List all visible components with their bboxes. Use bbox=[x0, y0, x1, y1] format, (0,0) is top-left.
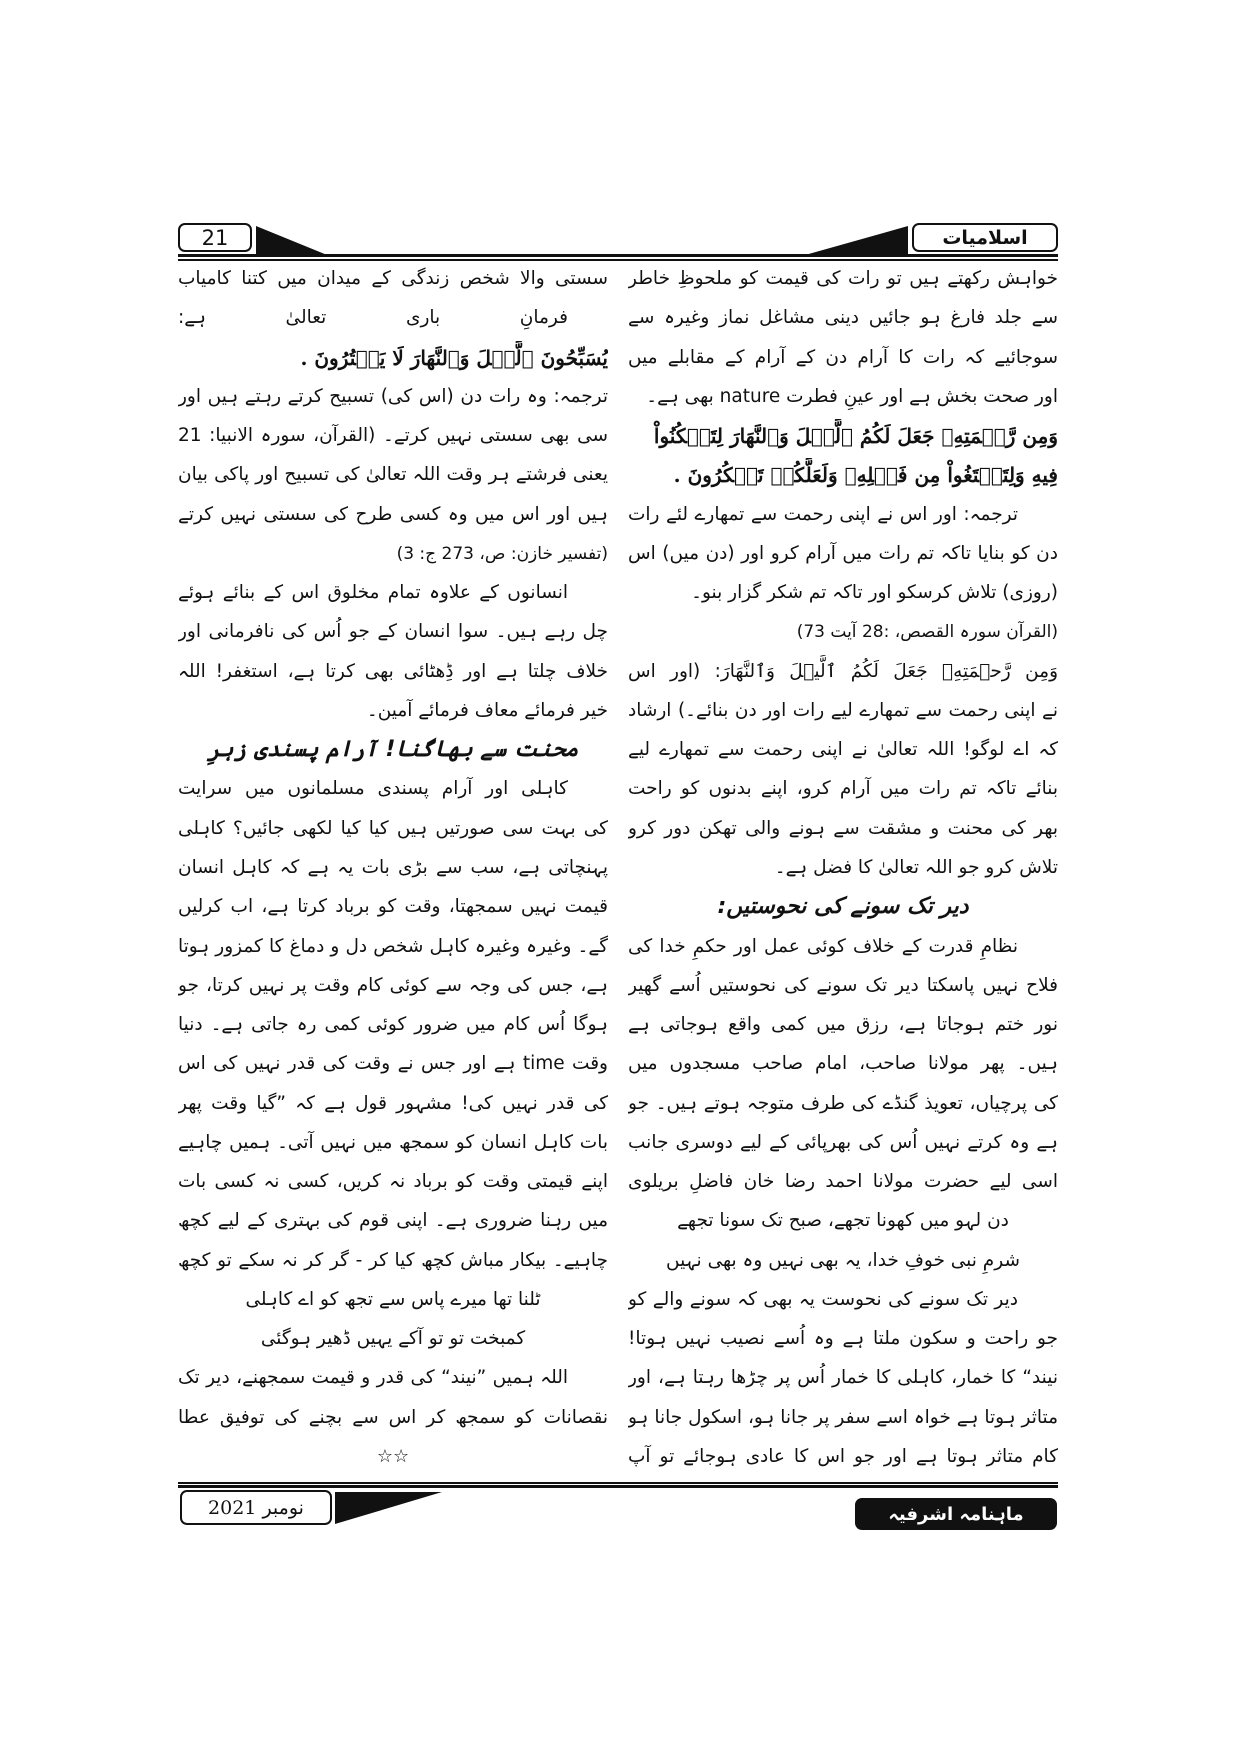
poem-verse-line: کمبخت تو تو آکے یہیں ڈھیر ہوگئی bbox=[260, 1328, 526, 1350]
header-left-wedge bbox=[254, 224, 334, 258]
text-line: سی بھی سستی نہیں کرتے۔ (القرآن، سورہ الانبیا: 21 bbox=[178, 425, 608, 447]
text-line: خلاف چلتا ہے اور ڈِھٹائی بھی کرتا ہے، استغفر! اللہ bbox=[178, 660, 608, 682]
section-title: اسلامیات bbox=[912, 223, 1058, 252]
poem-verse-line: شرمِ نبی خوفِ خدا، یہ بھی نہیں وہ بھی نہیں bbox=[666, 1249, 1020, 1271]
text-line: کی قدر نہیں کی! مشہور قول ہے کہ ”گیا وقت پھر bbox=[178, 1092, 608, 1114]
text-line: (القرآن سورہ القصص، :28 آیت 73) bbox=[796, 622, 1058, 643]
text-line: سستی والا شخص زندگی کے میدان میں کتنا کامیاب bbox=[178, 268, 608, 289]
text-line: (روزی) تلاش کرسکو اور تاکہ تم شکر گزار بنو۔ bbox=[691, 582, 1058, 604]
section-heading: دیر تک سونے کی نحوستیں: bbox=[717, 894, 969, 920]
text-line: پہنچاتی ہے، سب سے بڑی بات یہ ہے کہ کاہل انسان bbox=[178, 856, 608, 878]
text-line: خیر فرمائے معاف فرمائے آمین۔ bbox=[366, 699, 608, 721]
text-line: کام متاثر ہوتا ہے اور جو اس کا عادی ہوجائے تو آپ bbox=[628, 1445, 1058, 1467]
quran-verse-line: فِيهِ وَلِتَبۡتَغُواْ مِن فَضۡلِهِۦ وَلَعَلَّكُمۡ تَشۡكُرُونَ . bbox=[673, 463, 1058, 488]
poem-verse-line: ٹلنا تھا میرے پاس سے تجھ کو اے کاہلی bbox=[245, 1288, 541, 1310]
footer-rule-thin bbox=[178, 1482, 1058, 1484]
text-line: اور صحت بخش ہے اور عینِ فطرت nature بھی ہے۔ bbox=[646, 385, 1058, 407]
text-line: وَمِن رَّحۡمَتِهِۦ جَعَلَ لَكُمُ ٱلَّيۡلَ وَٱلنَّهَارَ: (اور اس bbox=[628, 660, 1058, 682]
text-line: اسی لیے حضرت مولانا احمد رضا خان فاضلِ بریلوی bbox=[628, 1171, 1058, 1193]
text-line: سے جلد فارغ ہو جائیں دینی مشاغل نماز وغیرہ سے bbox=[628, 307, 1058, 329]
text-line: انسانوں کے علاوہ تمام مخلوق اس کے بنائے ہوئے bbox=[178, 582, 568, 604]
magazine-name: ماہنامہ اشرفیہ bbox=[855, 1498, 1057, 1530]
text-line: ترجمہ: وہ رات دن (اس کی) تسبیح کرتے رہتے ہیں اور bbox=[178, 385, 608, 407]
text-line: ☆☆ bbox=[376, 1445, 410, 1467]
text-line: کی پرچیاں، تعویذ گنڈے کی طرف متوجہ ہوتے ہیں۔ جو bbox=[628, 1092, 1058, 1114]
header-right-wedge bbox=[796, 224, 910, 258]
text-line: نیند“ کا خمار، کاہلی کا خمار اُس پر چڑھا رہتا ہے، اور bbox=[628, 1367, 1058, 1389]
article-column-right bbox=[628, 262, 1058, 1474]
header-rule bbox=[178, 254, 1058, 257]
text-line: بھر کی محنت و مشقت سے ہونے والی تھکن دور کرو bbox=[628, 817, 1058, 839]
text-line: چل رہے ہیں۔ سوا انسان کے جو اُس کی نافرمانی اور bbox=[178, 621, 608, 643]
text-line: بات کاہل انسان کو سمجھ میں نہیں آتی۔ ہمیں چاہیے bbox=[178, 1131, 608, 1153]
footer-rule bbox=[178, 1485, 1058, 1488]
text-line: فرمانِ باری تعالیٰ ہے: bbox=[178, 307, 568, 329]
text-line: یعنی فرشتے ہر وقت اللہ تعالیٰ کی تسبیح اور پاکی بیان bbox=[178, 464, 608, 486]
text-line: کاہلی اور آرام پسندی مسلمانوں میں سرایت bbox=[178, 778, 568, 800]
article-column-left bbox=[178, 262, 608, 1474]
footer-wedge bbox=[334, 1491, 444, 1525]
text-line: تلاش کرو جو اللہ تعالیٰ کا فضل ہے۔ bbox=[774, 856, 1058, 878]
text-line: ہے وہ کرتے نہیں اُس کی بھرپائی کے لیے دوسری جانب bbox=[628, 1131, 1058, 1153]
text-line: ہوگا اُس کام میں ضرور کوئی کمی رہ جاتی ہے۔ دنیا bbox=[178, 1014, 608, 1036]
text-line: اپنے قیمتی وقت کو برباد نہ کریں، کسی نہ کسی بات bbox=[178, 1171, 608, 1193]
text-line: نظامِ قدرت کے خلاف کوئی عمل اور حکمِ خدا کی bbox=[628, 935, 1018, 957]
text-line: ہے، جس کی وجہ سے کوئی کام وقت پر نہیں کرتا، جو bbox=[178, 974, 608, 996]
text-line: نقصانات کو سمجھ کر اس سے بچنے کی توفیق عطا bbox=[178, 1406, 608, 1428]
text-line: دن کو بنایا تاکہ تم رات میں آرام کرو اور (دن میں) اس bbox=[628, 542, 1058, 564]
text-line: گے۔ وغیرہ وغیرہ کاہل شخص دل و دماغ کا کمزور ہوتا bbox=[178, 935, 608, 957]
poem-verse-line: دن لہو میں کھونا تجھے، صبح تک سونا تجھے bbox=[677, 1210, 1009, 1232]
text-line: نے اپنی رحمت سے تمھارے لیے رات اور دن بنائے۔) ارشاد bbox=[628, 699, 1058, 721]
text-line: اللہ ہمیں ”نیند“ کی قدر و قیمت سمجھنے، دیر تک bbox=[178, 1367, 568, 1389]
text-line: (تفسیر خازن: ص، 273 ج: 3) bbox=[396, 543, 608, 564]
text-line: چاہیے۔ بیکار مباش کچھ کیا کر - گر کر نہ سکے تو کچھ bbox=[178, 1249, 608, 1271]
text-line: خواہش رکھتے ہیں تو رات کی قیمت کو ملحوظِ خاطر bbox=[628, 268, 1058, 289]
text-line: وقت time ہے اور جس نے وقت کی قدر نہیں کی اس bbox=[178, 1053, 608, 1075]
text-line: متاثر ہوتا ہے خواہ اسے سفر پر جانا ہو، اسکول جانا ہو bbox=[628, 1406, 1058, 1428]
issue-date: نومبر 2021 bbox=[180, 1490, 332, 1525]
text-line: دیر تک سونے کی نحوست یہ بھی کہ سونے والے کو bbox=[628, 1288, 1018, 1310]
text-line: سوجائیے کہ رات کا آرام دن کے آرام کے مقابلے میں bbox=[628, 346, 1058, 368]
quran-verse-line: يُسَبِّحُونَ ٱلَّيۡلَ وَٱلنَّهَارَ لَا يَفۡتُرُونَ . bbox=[300, 345, 608, 370]
text-line: میں رہنا ضروری ہے۔ اپنی قوم کی بہتری کے لیے کچھ bbox=[178, 1210, 608, 1232]
section-heading: محنت سے بھاگنا! آرام پسندی زہرِ bbox=[207, 737, 579, 763]
text-line: ہیں اور اس میں وہ کسی طرح کی سستی نہیں کرتے bbox=[178, 503, 608, 525]
text-line: فلاح نہیں پاسکتا دیر تک سونے کی نحوستیں اُسے گھیر bbox=[628, 974, 1058, 996]
text-line: بنائے تاکہ تم رات میں آرام کرو، اپنے بدنوں کو راحت bbox=[628, 778, 1058, 800]
page-number: 21 bbox=[178, 223, 252, 252]
text-line: ہیں۔ پھر مولانا صاحب، امام صاحب مسجدوں میں bbox=[628, 1053, 1058, 1075]
text-line: ترجمہ: اور اس نے اپنی رحمت سے تمھارے لئے رات bbox=[628, 503, 1018, 525]
header-rule-thin bbox=[178, 259, 1058, 261]
text-line: کہ اے لوگو! اللہ تعالیٰ نے اپنی رحمت سے تمھارے لیے bbox=[628, 739, 1058, 761]
text-line: کی بہت سی صورتیں ہیں کیا کیا لکھی جائیں؟ کاہلی bbox=[178, 817, 608, 839]
text-line: جو راحت و سکون ملتا ہے وہ اُسے نصیب نہیں ہوتا! bbox=[628, 1328, 1058, 1350]
quran-verse-line: وَمِن رَّحۡمَتِهِۦ جَعَلَ لَكُمُ ٱلَّيۡلَ وَٱلنَّهَارَ لِتَسۡكُنُواْ bbox=[653, 424, 1058, 449]
text-line: نور ختم ہوجاتا ہے، رزق میں کمی واقع ہوجاتی ہے bbox=[628, 1014, 1058, 1036]
text-line: قیمت نہیں سمجھتا، وقت کو برباد کرتا ہے، اب کرلیں bbox=[178, 896, 608, 918]
